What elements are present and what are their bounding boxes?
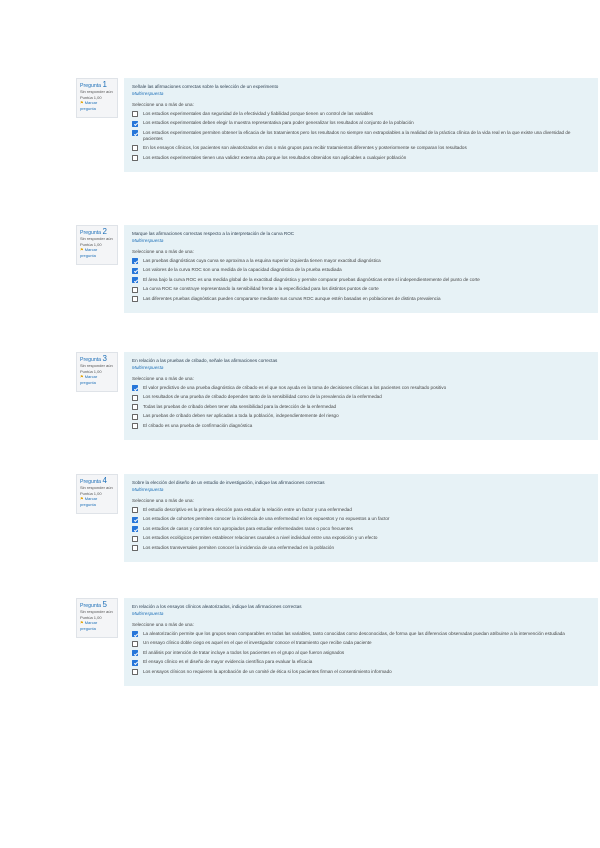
answer-option-text: Las diferentes pruebas diagnósticas pueden compararse mediante sus curvas ROC aunque estén basadas en poblaciones de distinta prevalencia [143,295,441,301]
answer-checkbox[interactable] [132,395,138,401]
answer-checkbox[interactable] [132,258,138,264]
answer-option[interactable] [132,423,590,429]
question-text: Sobre la elección del diseño de un estudio de investigación, indique las afirmaciones correctas [132,480,325,485]
flag-icon: ⚑ [80,620,84,626]
answer-option[interactable] [132,267,590,273]
answer-option-text: En los ensayos clínicos, los pacientes son aleatorizados en dos o más grupos para recibir tratamientos diferentes y posteriormente se comparan los resultados [143,145,467,151]
question-status: Sin responder aún [80,485,113,491]
answer-option-text: La curva ROC se construye representando la sensibilidad frente a la especificidad para los distintos puntos de corte [143,286,379,292]
answer-option-text: El análisis por intención de tratar incluye a todos los pacientes en el grupo al que fueron asignados [143,649,345,655]
answer-checkbox[interactable] [132,111,138,117]
question-content [124,598,598,686]
question-content [124,352,598,440]
answer-prompt: Seleccione una o más de una: [132,498,194,503]
answer-option-text: Todas las pruebas de cribado deben tener alta sensibilidad para la detección de la enfermedad [143,403,337,409]
answer-option[interactable] [132,145,590,151]
answer-option-text: Las pruebas de cribado deben ser aplicadas a toda la población, independientemente del riesgo [143,413,339,419]
question-type: Multirrespuesta [132,365,164,370]
answer-option-text: El ensayo clínico es el diseño de mayor evidencia científica para evaluar la eficacia [143,659,313,665]
answer-option-text: Los ensayos clínicos no requieren la aprobación de un comité de ética si los pacientes firman el consentimiento informado [143,668,392,674]
question-number: Pregunta 5 [80,600,107,609]
flag-question-link[interactable]: ⚑ Marcar pregunta [80,247,98,258]
answer-option-text: Los estudios de casos y controles son apropiados para estudiar enfermedades raras o poco frecuentes [143,525,353,531]
flag-question-link[interactable]: ⚑ Marcar pregunta [80,374,98,385]
answer-checkbox[interactable] [132,414,138,420]
answer-checkbox[interactable] [132,130,138,136]
answer-option-text: Los estudios experimentales tienen una validez externa alta porque los resultados obtenidos son aplicables a cualquier población [143,154,407,160]
answer-option[interactable] [132,413,590,419]
flag-question-link[interactable]: ⚑ Marcar pregunta [80,620,98,631]
answer-checkbox[interactable] [132,423,138,429]
answer-option[interactable] [132,545,590,551]
answer-option[interactable] [132,155,590,161]
answer-checkbox[interactable] [132,517,138,523]
answer-option[interactable] [132,659,590,665]
answer-option-text: El estudio descriptivo es la primera elección para estudiar la relación entre un factor y una enfermedad [143,507,352,512]
answer-option[interactable] [132,394,590,400]
answer-checkbox[interactable] [132,526,138,532]
answer-option[interactable] [132,277,590,283]
answer-option[interactable] [132,535,590,541]
question-info [76,474,118,514]
question-points: Puntúa 1,00 [80,94,102,100]
question-info [76,598,118,638]
answer-option-text: Los valores de la curva ROC son una medida de la capacidad diagnóstica de la prueba estudiada [143,267,342,273]
question-text: En relación a los ensayos clínicos aleatorizados, indique las afirmaciones correctas [132,604,302,609]
question-number: Pregunta 1 [80,80,107,89]
answer-option-text: Los estudios ecológicos permiten establecer relaciones causales a nivel individual entre una exposición y un efecto [143,535,378,541]
answer-prompt: Seleccione una o más de una: [132,376,194,381]
question-points: Puntúa 1,00 [80,368,102,374]
question-type: Multirrespuesta [132,611,164,616]
answer-option-text: Los estudios de cohortes permiten conocer la incidencia de una enfermedad en los expuestos y no expuestos a un factor [143,516,390,522]
answer-option[interactable] [132,404,590,410]
answer-checkbox[interactable] [132,660,138,666]
answer-checkbox[interactable] [132,669,138,675]
question-info [76,352,118,392]
answer-option[interactable] [132,507,590,513]
answer-option[interactable] [132,130,590,142]
answer-checkbox[interactable] [132,536,138,542]
question-number: Pregunta 4 [80,476,107,485]
answer-prompt: Seleccione una o más de una: [132,249,194,254]
answer-option-text: El cribado es una prueba de confirmación diagnóstica [143,422,253,428]
answer-checkbox[interactable] [132,287,138,293]
answer-option-text: Los resultados de una prueba de cribado dependen tanto de la sensibilidad como de la prevalencia de la enfermedad [143,394,382,400]
question-status: Sin responder aún [80,609,113,615]
question-points: Puntúa 1,00 [80,241,102,247]
answer-checkbox[interactable] [132,155,138,161]
answer-checkbox[interactable] [132,121,138,127]
answer-option[interactable] [132,296,590,302]
answer-checkbox[interactable] [132,404,138,410]
question-content [124,78,598,172]
question-info [76,225,118,265]
answer-option-text: La aleatorización permite que los grupos sean comparables en todas las variables, tanto conocidas como desconocidas, de forma que las diferencias observadas puedan atribuirse a la intervención estudiada [143,631,565,636]
answer-option-text: Los estudios experimentales deben elegir la muestra representativa para poder generalizar los resultados al conjunto de la población [143,120,414,126]
answer-option-text: Un ensayo clínico doble ciego es aquel en el que el investigador conoce el tratamiento que recibe cada paciente [143,640,372,646]
flag-question-link[interactable]: ⚑ Marcar pregunta [80,496,98,507]
answer-checkbox[interactable] [132,296,138,302]
answer-option-text: El valor predictivo de una prueba diagnóstica de cribado es el que nos ayuda en la toma de decisiones clínicas a los pacientes con resultado positivo [143,385,447,390]
question-type: Multirrespuesta [132,238,164,243]
answer-checkbox[interactable] [132,277,138,283]
flag-icon: ⚑ [80,100,84,106]
answer-checkbox[interactable] [132,650,138,656]
answer-option[interactable] [132,120,590,126]
answer-checkbox[interactable] [132,145,138,151]
answer-checkbox[interactable] [132,268,138,274]
question-status: Sin responder aún [80,363,113,369]
question-number: Pregunta 3 [80,354,107,363]
answer-checkbox[interactable] [132,631,138,637]
answer-option[interactable] [132,631,590,637]
flag-icon: ⚑ [80,374,84,380]
answer-option[interactable] [132,111,590,117]
question-type: Multirrespuesta [132,487,164,492]
answer-option-text: Los estudios transversales permiten conocer la incidencia de una enfermedad en la población [143,544,335,550]
question-info [76,78,118,118]
answer-checkbox[interactable] [132,641,138,647]
question-text: Señale las afirmaciones correctas sobre la selección de un experimento [132,84,279,89]
answer-option[interactable] [132,516,590,522]
answer-prompt: Seleccione una o más de una: [132,622,194,627]
answer-checkbox[interactable] [132,507,138,513]
question-content [124,225,598,313]
question-text: Marque las afirmaciones correctas respecto a la interpretación de la curva ROC [132,231,295,236]
answer-option[interactable] [132,640,590,646]
question-status: Sin responder aún [80,89,113,95]
question-status: Sin responder aún [80,236,113,242]
answer-option-text: Las pruebas diagnósticas cuya curva se aproxima a la esquina superior izquierda tienen mayor exactitud diagnóstica [143,258,381,263]
answer-option-text: Los estudios experimentales dan seguridad de la efectividad y fiabilidad porque tienen un control de las variables [143,111,374,116]
answer-option[interactable] [132,650,590,656]
flag-icon: ⚑ [80,247,84,253]
question-type: Multirrespuesta [132,91,164,96]
answer-checkbox[interactable] [132,385,138,391]
answer-option[interactable] [132,669,590,675]
answer-prompt: Seleccione una o más de una: [132,102,194,107]
answer-option[interactable] [132,385,590,391]
question-text: En relación a las pruebas de cribado, señale las afirmaciones correctas [132,358,278,363]
answer-option-text: El área bajo la curva ROC es una medida global de la exactitud diagnóstica y permite comparar pruebas diagnósticas entre sí independientemente del punto de corte [143,276,480,282]
question-points: Puntúa 1,00 [80,490,102,496]
answer-option-text: Los estudios experimentales permiten obtener la eficacia de los tratamientos pero los resultados no siempre son extrapolables a la realidad de la práctica clínica de la vida real en la que existe una diversidad de pacientes [143,129,571,141]
flag-question-link[interactable]: ⚑ Marcar pregunta [80,100,98,111]
answer-option[interactable] [132,286,590,292]
question-content [124,474,598,562]
answer-checkbox[interactable] [132,545,138,551]
flag-icon: ⚑ [80,496,84,502]
answer-option[interactable] [132,258,590,264]
answer-option[interactable] [132,526,590,532]
question-number: Pregunta 2 [80,227,107,236]
question-points: Puntúa 1,00 [80,614,102,620]
